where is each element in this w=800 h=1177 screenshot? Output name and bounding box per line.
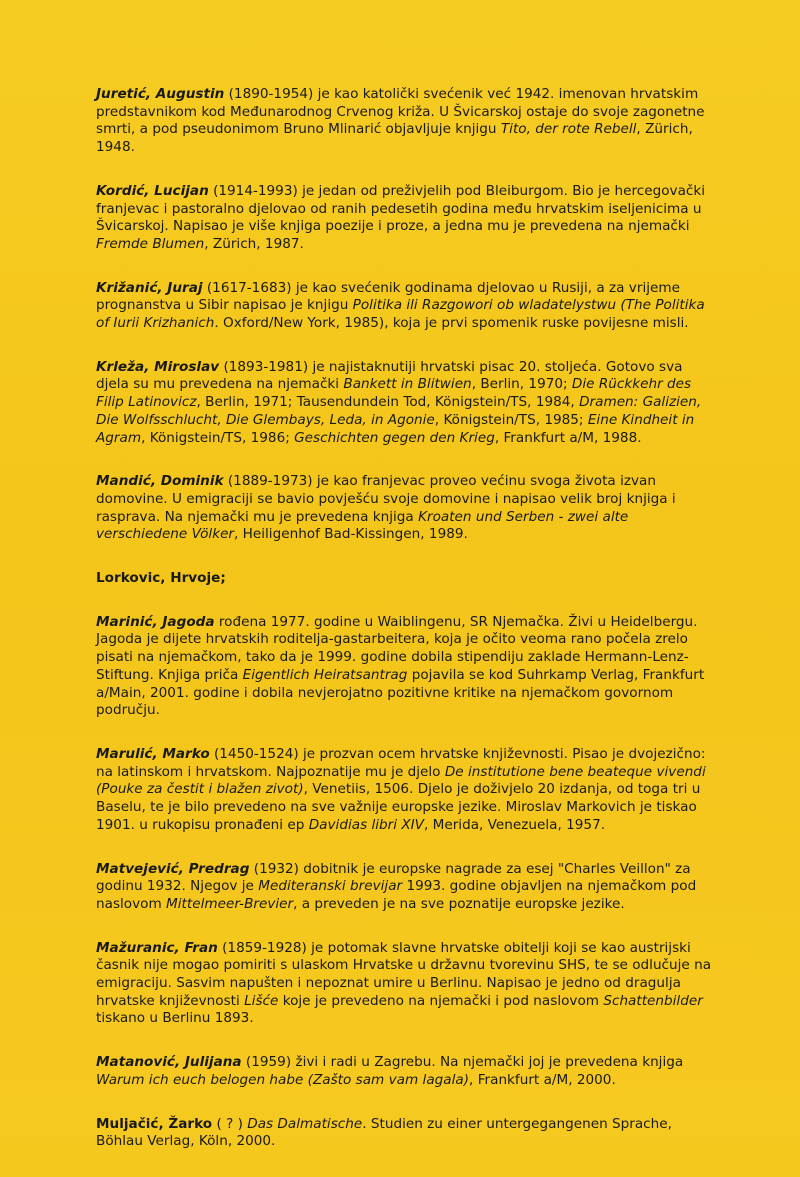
entry-body-text: , Zürich, 1948. [96,121,693,156]
entry-body-text: . Studien zu einer untergegangenen Sprache, Böhlau Verlag, Köln, 2000. [96,1115,672,1150]
entry-author-name: Matvejević, Predrag [96,860,250,877]
bio-entry [96,614,714,720]
entry-author-name: Marinić, Jagoda [96,613,215,630]
entry-author-name: Marulić, Marko [96,745,210,762]
work-title: Dramen: Galizien, Die Wolfsschlucht, Die Glembays, Leda, in Agonie [96,394,702,428]
entry-body-text: , Berlin, 1970; [471,376,572,393]
entry-author-name: Muljačić, Žarko [96,1115,213,1132]
work-title: Mediteranski brevijar [258,878,403,895]
entry-body-text: (1859-1928) je potomak slavne hrvatske obitelji koji se kao austrijski časnik nije mogao pomiriti s ulaskom Hrvatske u državnu tvorevinu SHS, te se odlučuje na emigraciju. Sasvim napušten i nepoznat umire u Berlinu. Napisao je jedno od dragulja hrvatske književnosti [96,939,712,1009]
entry-author-name: Mandić, Dominik [96,473,224,490]
work-title: Mittelmeer-Brevier [166,895,294,912]
work-title: Lišće [244,992,279,1009]
bio-entry [96,473,714,544]
entry-text [96,359,714,448]
entry-text [96,1116,714,1151]
entry-text [96,183,714,254]
entry-list [96,86,714,1177]
entry-text [96,473,714,544]
entry-body-text: , Frankfurt a/M, 1988. [494,429,642,446]
entry-author-name: Lorkovic, Hrvoje; [96,570,226,587]
work-title: Kroaten und Serben - zwei alte verschiedene Völker [96,508,629,543]
entry-body-text: , Königstein/TS, 1986; [141,429,295,446]
entry-text [96,86,714,157]
entry-author-name: Krleža, Miroslav [96,358,220,375]
bio-entry [96,746,714,835]
entry-body-text: (1890-1954) je kao katolički svećenik već 1942. imenovan hrvatskim predstavnikom kod Međunarodnog Crvenog križa. U Švicarskoj ostaje do svoje zagonetne smrti, a pod pseudonimom Bruno Mlinarić objavljuje knjigu [96,86,705,138]
entry-author-name: Kordić, Lucijan [96,182,209,199]
bio-entry [96,359,714,448]
entry-text [96,614,714,720]
work-title: Tito, der rote Rebell [500,121,637,138]
entry-body-text: , Venetiis, 1506. Djelo je doživjelo 20 izdanja, od toga tri u Baselu, te je bilo prevedeno na sve važnije europske jezike. Miroslav Markovich je tiskao 1901. u rukopisu pronađeni ep [96,781,701,833]
entry-body-text: , Königstein/TS, 1985; [434,411,588,428]
entry-body-text: (1889-1973) je kao franjevac proveo većinu svoga života izvan domovine. U emigraciji se bavio povješću svoje domovine i napisao velik broj knjiga i rasprava. Na njemački mu je prevedena knjiga [96,473,676,525]
entry-body-text: , Zürich, 1987. [204,235,304,252]
work-title: Schattenbilder [603,992,703,1009]
work-title: Eigentlich Heiratsantrag [242,666,408,683]
entry-text [96,570,714,588]
bio-entry [96,1116,714,1151]
entry-body-text: rođena 1977. godine u Waiblingenu, SR Njemačka. Živi u Heidelbergu. Jagoda je dijete hrvatskih roditelja-gastarbeitera, koja je očito veoma rano počela zrelo pisati na njemačkom, tako da je 1999. godine dobila stipendiju zaklade Hermann-Lenz-Stiftung. Knjiga priča [96,613,698,683]
entry-body-text: , Heiligenhof Bad-Kissingen, 1989. [234,526,468,543]
entry-body-text: (1959) živi i radi u Zagrebu. Na njemački joj je prevedena knjiga [241,1054,684,1071]
work-title: Geschichten gegen den Krieg [294,429,495,446]
entry-body-text: , Frankfurt a/M, 2000. [469,1071,616,1088]
entry-body-text: . Oxford/New York, 1985), koja je prvi spomenik ruske povijesne misli. [214,315,689,332]
entry-text [96,861,714,914]
work-title: De institutione bene beateque vivendi (Pouke za čestit i blažen zivot) [96,763,706,798]
work-title: Bankett in Blitwien [343,376,472,393]
entry-author-name: Križanić, Juraj [96,279,203,296]
bio-entry [96,1054,714,1089]
entry-body-text: (1450-1524) je prozvan ocem hrvatske književnosti. Pisao je dvojezično: na latinskom i hrvatskom. Najpoznatije mu je djelo [96,745,706,780]
entry-body-text: (1617-1683) je kao svećenik godinama djelovao u Rusiji, a za vrijeme prognanstva u Sibir napisao je knjigu [96,279,680,314]
entry-body-text: , a preveden je na sve poznatije europske jezike. [293,895,625,912]
entry-body-text: (1914-1993) je jedan od preživjelih pod Bleiburgom. Bio je hercegovački franjevac i pastoralno djelovao od ranih pedesetih godina među hrvatskim iseljenicima u Švicarskoj. Napisao je više knjiga poezije i proze, a jedna mu je prevedena na njemački [96,182,706,235]
entry-text [96,1054,714,1089]
entry-body-text: (1932) dobitnik je europske nagrade za esej "Charles Veillon" za godinu 1932. Njegov je [96,860,691,895]
work-title: Das Dalmatische [247,1115,363,1132]
bio-entry [96,940,714,1029]
entry-body-text: ( ? ) [212,1115,248,1132]
work-title: Eine Kindheit in Agram [96,411,695,446]
bio-entry [96,183,714,254]
entry-author-name: Mažuranic, Fran [96,939,218,956]
entry-body-text: koje je prevedeno na njemački i pod naslovom [278,992,604,1009]
work-title: Davidias libri XIV [308,816,424,833]
bio-entry [96,86,714,157]
work-title: Die Rückkehr des Filip Latinovicz [96,376,692,411]
work-title: Politika ili Razgowori ob wladatelystwu (The Politika of Iurii Krizhanich [96,297,705,332]
entry-body-text: , Berlin, 1971; Tausendundein Tod, Königstein/TS, 1984, [196,394,580,411]
entry-body-text: , Merida, Venezuela, 1957. [423,816,606,833]
entry-body-text: (1893-1981) je najistaknutiji hrvatski pisac 20. stoljeća. Gotovo sva djela su mu prevedena na njemački [96,358,683,393]
entry-text [96,746,714,835]
work-title: Fremde Blumen [96,235,205,252]
entry-text [96,940,714,1029]
entry-body-text: tiskano u Berlinu 1893. [96,1010,254,1027]
entry-body-text: pojavila se kod Suhrkamp Verlag, Frankfurt a/Main, 2001. godine i dobila nevjerojatno pozitivne kritike na njemačkom govornom području. [96,666,705,719]
bio-entry [96,280,714,333]
bio-entry [96,861,714,914]
work-title: Warum ich euch belogen habe (Zašto sam vam lagala) [96,1071,470,1088]
bio-entry [96,570,714,588]
entry-author-name: Juretić, Augustin [96,86,225,102]
entry-author-name: Matanović, Julijana [96,1054,242,1071]
entry-text [96,280,714,333]
entry-body-text: 1993. godine objavljen na njemačkom pod naslovom [96,878,697,912]
